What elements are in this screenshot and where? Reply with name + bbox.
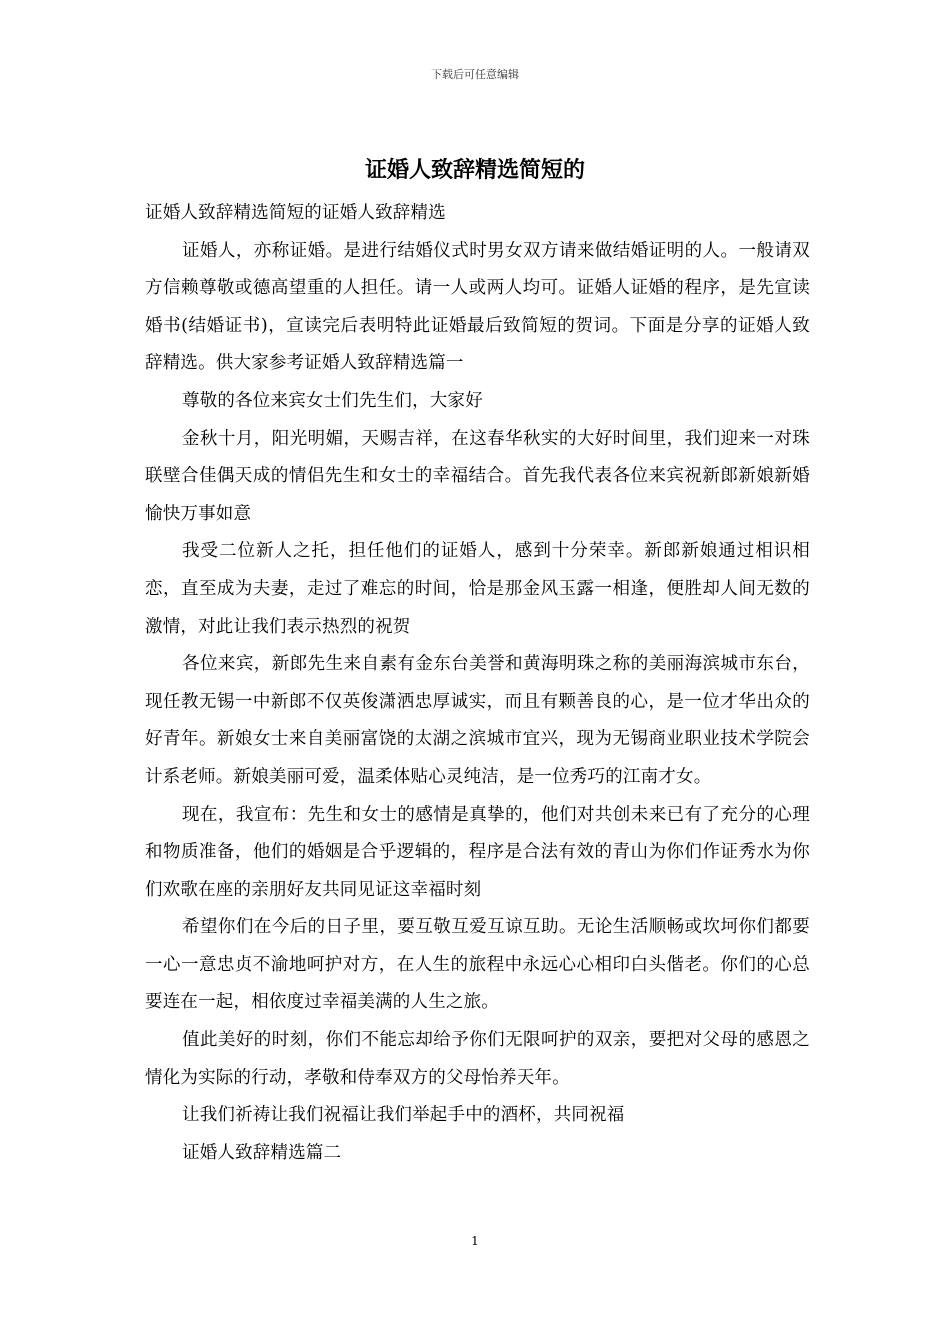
body-paragraph: 让我们祈祷让我们祝福让我们举起手中的酒杯，共同祝福 bbox=[182, 1105, 625, 1126]
document-title: 证婚人致辞精选简短的 bbox=[364, 157, 585, 183]
page-number: 1 bbox=[471, 1234, 479, 1248]
header-note: 下载后可任意编辑 bbox=[431, 68, 519, 81]
body-paragraph: 值此美好的时刻，你们不能忘却给予你们无限呵护的双亲，要把对父母的感恩之情化为实际的行动，孝敬和侍奉双方的父母怡养天年。 bbox=[145, 1030, 810, 1088]
body-paragraph: 我受二位新人之托，担任他们的证婚人，感到十分荣幸。新郎新娘通过相识相恋，直至成为夫妻，走过了难忘的时间，恰是那金风玉露一相逢，便胜却人间无数的激情，对此让我们表示热烈的祝贺 bbox=[145, 541, 810, 637]
body-paragraph: 证婚人，亦称证婚。是进行结婚仪式时男女双方请来做结婚证明的人。一般请双方信赖尊敬或德高望重的人担任。请一人或两人均可。证婚人证婚的程序，是先宣读婚书(结婚证书)，宣读完后表明特此证婚最后致简短的贺词。下面是分享的证婚人致辞精选。供大家参考证婚人致辞精选篇一 bbox=[145, 240, 810, 374]
body-paragraph: 现在，我宣布：先生和女士的感情是真挚的，他们对共创未来已有了充分的心理和物质准备，他们的婚姻是合乎逻辑的，程序是合法有效的青山为你们作证秀水为你们欢歌在座的亲朋好友共同见证这幸福时刻 bbox=[145, 804, 810, 900]
document-body bbox=[145, 195, 810, 1172]
body-paragraph: 尊敬的各位来宾女士们先生们，大家好 bbox=[182, 390, 483, 411]
body-paragraph: 各位来宾，新郎先生来自素有金东台美誉和黄海明珠之称的美丽海滨城市东台，现任教无锡一中新郎不仅英俊潇洒忠厚诚实，而且有颗善良的心，是一位才华出众的好青年。新娘女士来自美丽富饶的太湖之滨城市宜兴，现为无锡商业职业技术学院会计系老师。新娘美丽可爱，温柔体贴心灵纯洁，是一位秀巧的江南才女。 bbox=[145, 654, 810, 787]
subtitle-paragraph: 证婚人致辞精选简短的证婚人致辞精选 bbox=[145, 203, 446, 223]
body-paragraph: 金秋十月，阳光明媚，天赐吉祥，在这春华秋实的大好时间里，我们迎来一对珠联壁合佳偶天成的情侣先生和女士的幸福结合。首先我代表各位来宾祝新郎新娘新婚愉快万事如意 bbox=[145, 428, 810, 524]
body-paragraph: 希望你们在今后的日子里，要互敬互爱互谅互助。无论生活顺畅或坎坷你们都要一心一意忠贞不渝地呵护对方，在人生的旅程中永远心心相印白头偕老。你们的心总要连在一起，相依度过幸福美满的人生之旅。 bbox=[145, 917, 810, 1013]
section-heading: 证婚人致辞精选篇二 bbox=[182, 1142, 342, 1163]
